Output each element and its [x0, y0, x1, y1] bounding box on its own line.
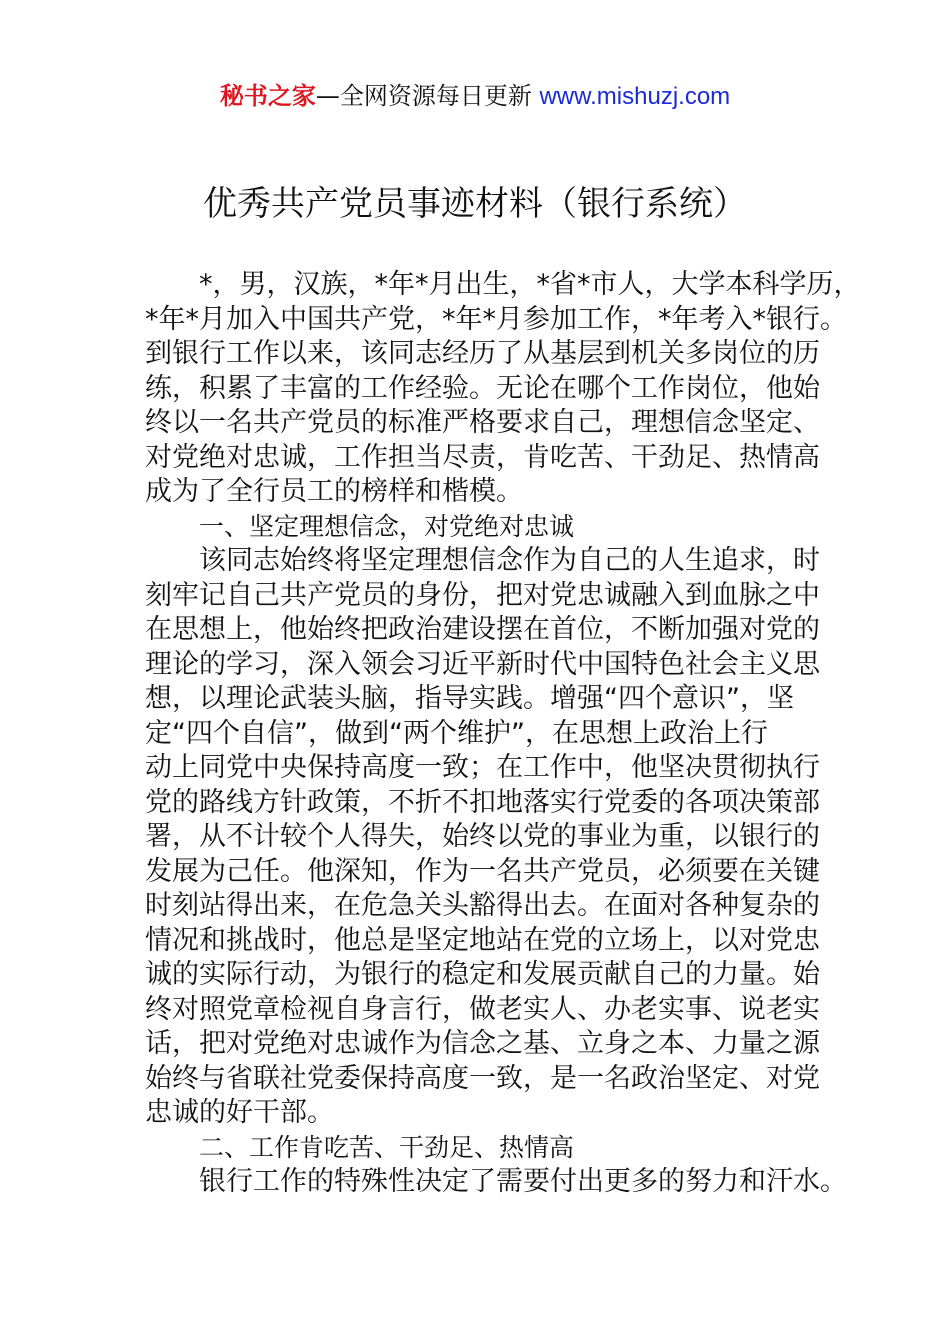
- paragraph-line: 情况和挑战时，他总是坚定地站在党的立场上，以对党忠: [145, 924, 820, 956]
- paragraph-line: 始终与省联社党委保持高度一致，是一名政治坚定、对党: [145, 1062, 820, 1094]
- site-tagline: —全网资源每日更新: [315, 82, 540, 110]
- paragraph-line: 银行工作的特殊性决定了需要付出更多的努力和汗水。: [199, 1166, 847, 1197]
- paragraph-line: 刻牢记自己共产党员的身份，把对党忠诚融入到血脉之中: [145, 579, 820, 611]
- paragraph-line: 练，积累了丰富的工作经验。无论在哪个工作岗位，他始: [145, 372, 820, 404]
- paragraph-line: 想，以理论武装头脑，指导实践。增强“四个意识”，坚: [145, 683, 794, 714]
- paragraph-line: 成为了全行员工的榜样和楷模。: [145, 476, 523, 507]
- paragraph-line: 该同志始终将坚定理想信念作为自己的人生追求，时: [199, 545, 820, 576]
- paragraph-line: 诚的实际行动，为银行的稳定和发展贡献自己的力量。始: [145, 959, 820, 990]
- paragraph-line: 时刻站得出来，在危急关头豁得出去。在面对各种复杂的: [145, 890, 820, 921]
- paragraph-line: 发展为己任。他深知，作为一名共产党员，必须要在关键: [145, 855, 820, 887]
- document-title: 优秀共产党员事迹材料（银行系统）: [203, 184, 747, 224]
- paragraph-line: 话，把对党绝对忠诚作为信念之基、立身之本、力量之源: [145, 1028, 820, 1059]
- paragraph-line: 党的路线方针政策，不折不扣地落实行党委的各项决策部: [145, 786, 820, 818]
- paragraph-line: 署，从不计较个人得失，始终以党的事业为重，以银行的: [145, 821, 820, 852]
- paragraph-line: 在思想上，他始终把政治建设摆在首位，不断加强对党的: [145, 614, 820, 645]
- site-brand: 秘书之家: [219, 82, 316, 110]
- paragraph-line: *，男，汉族，*年*月出生，*省*市人，大学本科学历，: [199, 269, 861, 300]
- paragraph-line: 忠诚的好干部。: [145, 1097, 334, 1128]
- paragraph-line: 终以一名共产党员的标准严格要求自己，理想信念坚定、: [145, 407, 820, 438]
- site-header: [0, 80, 950, 113]
- site-url-link[interactable]: www.mishuzj.com: [539, 83, 731, 110]
- section-heading: 二、工作肯吃苦、干劲足、热情高: [199, 1132, 575, 1162]
- paragraph-line: 终对照党章检视自身言行，做老实人、办老实事、说老实: [145, 993, 820, 1025]
- paragraph-line: 到银行工作以来，该同志经历了从基层到机关多岗位的历: [145, 338, 820, 369]
- paragraph-line: 定“四个自信”，做到“两个维护”，在思想上政治上行: [145, 717, 768, 749]
- paragraph-line: 对党绝对忠诚，工作担当尽责，肯吃苦、干劲足、热情高: [145, 441, 820, 473]
- document-body: [145, 268, 861, 1200]
- paragraph-line: *年*月加入中国共产党，*年*月参加工作，*年考入*银行。: [145, 303, 847, 335]
- paragraph-line: 理论的学习，深入领会习近平新时代中国特色社会主义思: [145, 648, 820, 680]
- paragraph-line: 动上同党中央保持高度一致；在工作中，他坚决贯彻执行: [145, 752, 820, 783]
- section-heading: 一、坚定理想信念，对党绝对忠诚: [199, 511, 575, 541]
